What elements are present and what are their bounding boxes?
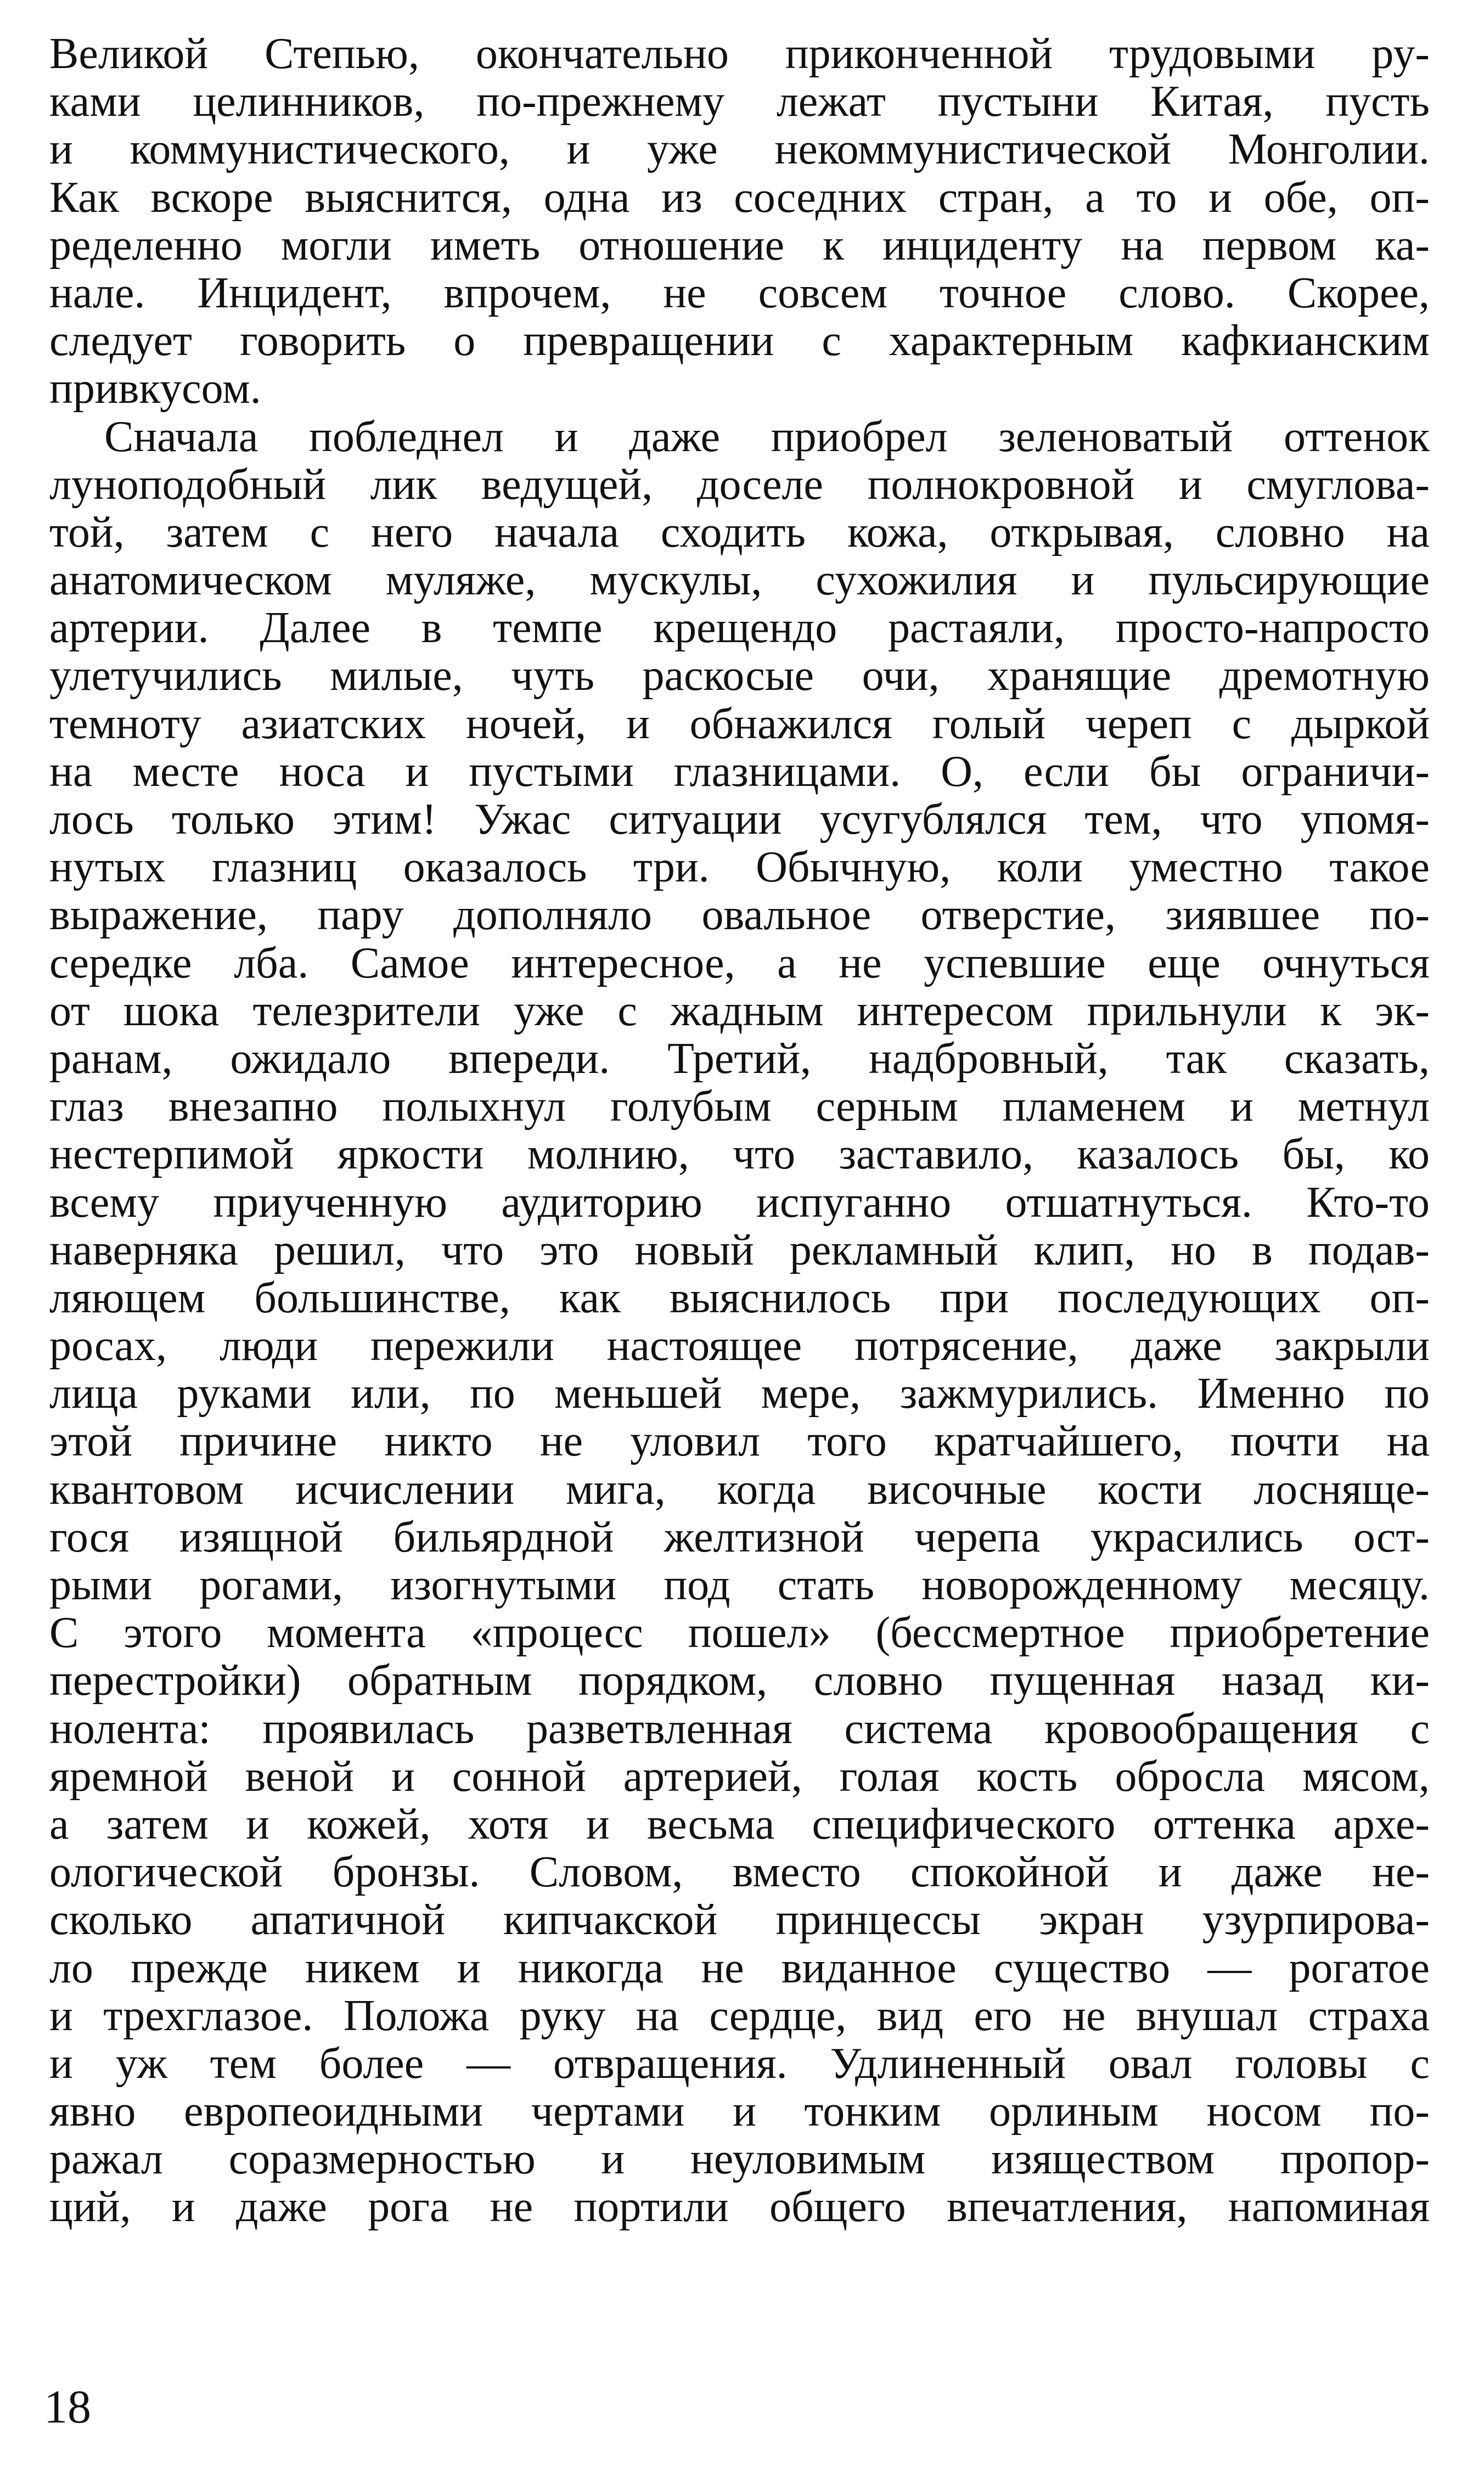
text-line: перестройки) обратным порядком, словно пущенная назад ки- bbox=[49, 1656, 1430, 1705]
text-line: яремной веной и сонной артерией, голая кость обросла мясом, bbox=[49, 1752, 1430, 1801]
text-line: на месте носа и пустыми глазницами. О, если бы ограничи- bbox=[49, 747, 1430, 796]
text-line: и коммунистического, и уже некоммунистической Монголии. bbox=[49, 125, 1430, 174]
text-line: выражение, пару дополняло овальное отверстие, зиявшее по- bbox=[49, 891, 1430, 940]
text-line: лось только этим! Ужас ситуации усугублялся тем, что упомя- bbox=[49, 795, 1430, 844]
text-line: Сначала побледнел и даже приобрел зеленоватый оттенок bbox=[104, 412, 1430, 461]
text-line: глаз внезапно полыхнул голубым серным пламенем и метнул bbox=[49, 1082, 1430, 1131]
text-line: от шока телезрители уже с жадным интересом прильнули к эк- bbox=[49, 986, 1430, 1035]
text-line: этой причине никто не уловил того кратчайшего, почти на bbox=[49, 1417, 1430, 1466]
text-line: Как вскоре выяснится, одна из соседних стран, а то и обе, оп- bbox=[49, 173, 1430, 222]
text-line: ками целинников, по-прежнему лежат пустыни Китая, пусть bbox=[49, 77, 1430, 126]
text-line: наверняка решил, что это новый рекламный клип, но в подав- bbox=[49, 1226, 1430, 1274]
text-line: гося изящной бильярдной желтизной черепа украсились ост- bbox=[49, 1513, 1430, 1561]
text-line: лица руками или, по меньшей мере, зажмурились. Именно по bbox=[49, 1369, 1430, 1418]
text-line: росах, люди пережили настоящее потрясение, даже закрыли bbox=[49, 1322, 1430, 1370]
text-line: нолента: проявилась разветвленная система кровообращения с bbox=[49, 1704, 1430, 1753]
text-line: луноподобный лик ведущей, доселе полнокровной и смуглова- bbox=[49, 460, 1430, 509]
text-line: следует говорить о превращении с характерным кафкианским bbox=[49, 317, 1430, 366]
text-line: нале. Инцидент, впрочем, не совсем точное слово. Скорее, bbox=[49, 268, 1430, 317]
text-line: сколько апатичной кипчакской принцессы экран узурпирова- bbox=[49, 1896, 1430, 1945]
body-text bbox=[49, 30, 1430, 2232]
text-line: нутых глазниц оказалось три. Обычную, коли уместно такое bbox=[49, 843, 1430, 892]
text-line: артерии. Далее в темпе крещендо растаяли, просто-напросто bbox=[49, 604, 1430, 653]
text-line: С этого момента «процесс пошел» (бессмертное приобретение bbox=[49, 1609, 1430, 1657]
text-line: ологической бронзы. Словом, вместо спокойной и даже не- bbox=[49, 1848, 1430, 1897]
text-line: и уж тем более — отвращения. Удлиненный овал головы с bbox=[49, 2039, 1430, 2088]
text-line: и трехглазое. Положа руку на сердце, вид его не внушал страха bbox=[49, 1991, 1430, 2040]
text-line: квантовом исчислении мига, когда височные кости лосняще- bbox=[49, 1465, 1430, 1514]
text-line: ляющем большинстве, как выяснилось при последующих оп- bbox=[49, 1273, 1430, 1322]
page-number: 18 bbox=[44, 2380, 91, 2433]
text-line: нестерпимой яркости молнию, что заставило, казалось бы, ко bbox=[49, 1130, 1430, 1179]
text-line: явно европеоидными чертами и тонким орлиным носом по- bbox=[49, 2087, 1430, 2136]
text-line: ций, и даже рога не портили общего впечатления, напоминая bbox=[49, 2183, 1430, 2232]
text-line: рыми рогами, изогнутыми под стать новорожденному месяцу. bbox=[49, 1561, 1430, 1609]
text-line: анатомическом муляже, мускулы, сухожилия и пульсирующие bbox=[49, 556, 1430, 605]
text-line: ределенно могли иметь отношение к инциденту на первом ка- bbox=[49, 221, 1430, 269]
text-line: середке лба. Самое интересное, а не успевшие еще очнуться bbox=[49, 938, 1430, 987]
text-line: той, затем с него начала сходить кожа, открывая, словно на bbox=[49, 508, 1430, 557]
text-line: ражал соразмерностью и неуловимым изяществом пропор- bbox=[49, 2135, 1430, 2184]
text-line: привкусом. bbox=[49, 364, 261, 413]
text-line: Великой Степью, окончательно приконченной трудовыми ру- bbox=[49, 30, 1430, 78]
text-line: а затем и кожей, хотя и весьма специфического оттенка архе- bbox=[49, 1800, 1430, 1848]
text-line: темноту азиатских ночей, и обнажился голый череп с дыркой bbox=[49, 699, 1430, 748]
text-line: улетучились милые, чуть раскосые очи, хранящие дремотную bbox=[49, 651, 1430, 700]
text-line: ранам, ожидало впереди. Третий, надбровный, так сказать, bbox=[49, 1034, 1430, 1083]
text-line: всему приученную аудиторию испуганно отшатнуться. Кто-то bbox=[49, 1178, 1430, 1227]
text-line: ло прежде никем и никогда не виданное существо — рогатое bbox=[49, 1943, 1430, 1992]
